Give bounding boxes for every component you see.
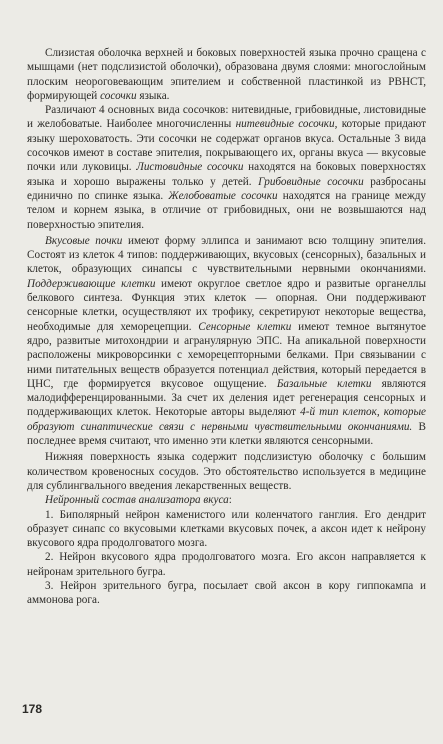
- text-run: имеют форму эллипса и занимают всю толщину эпителия. Состоят из клеток 4 типов: поддерживающих, вкусовых (сенсорных), базальных и клеток, образующих синапсы с чувствительными нервными окончаниями.: [27, 234, 426, 276]
- text-run: Нижняя поверхность языка содержит подслизистую оболочку с большим количеством кровеносных сосудов. Это обстоятельство используется в медицине для сублингвального введения лекарственных веществ.: [27, 451, 426, 492]
- paragraph: [27, 579, 426, 608]
- text-run: :: [228, 494, 232, 507]
- page-number: 178: [22, 702, 43, 716]
- paragraph: [27, 550, 426, 579]
- text-run: 1. Биполярный нейрон каменистого или коленчатого ганглия. Его дендрит образует синапс со вкусовыми клетками вкусовых почек, а аксон идет к нейрону вкусового ядра продолговатого мозга.: [27, 508, 426, 550]
- text-run: имеют округлое светлое ядро и развитые органеллы белкового синтеза. Функция этих клеток — опорная. Они поддерживают сенсорные клетки, осуществляют их трофику, секретируют некоторые вещества, необходимые для хеморецепции.: [27, 277, 427, 333]
- paragraph: [27, 493, 426, 507]
- text-run: Слизистая оболочка верхней и боковых поверхностей языка прочно сращена с мышцами (нет подслизистой оболочки), образована двумя слоями: многослойным плоским неороговевающим эпителием и собственной пластинкой из РВНСТ, формирующей: [27, 47, 426, 102]
- italic-term: Сенсорные клетки: [198, 320, 292, 333]
- italic-term: сосочки: [100, 89, 137, 102]
- italic-term: Вкусовые почки: [45, 234, 123, 247]
- paragraph: [27, 450, 426, 493]
- paragraph: [27, 234, 426, 448]
- italic-term: Нейронный состав анализатора вкуса: [45, 494, 229, 507]
- text-run: находятся на боковых поверхностях языка и хорошо выражены только у детей.: [27, 161, 426, 188]
- text-run: разбросаны единично по спинке языка.: [27, 175, 426, 202]
- italic-term: 4-й тип клеток, которые образуют синаптические связи с нервными чувствительными окончаниями.: [27, 406, 426, 433]
- text-run: имеют темное вытянутое ядро, развитые митохондрии и агранулярную ЭПС. На апикальной поверхности расположены микроворсинки с хеморецепторными белками. При связывании с ними питательных веществ образуется потенциал действия, который передается в ЦНС, где формируется вкусовое ощущение.: [27, 320, 427, 390]
- paragraph: [27, 103, 426, 232]
- text-run: Различают 4 основных вида сосочков: нитевидные, грибовидные, листовидные и желобоватые. Наиболее многочисленны: [27, 104, 426, 131]
- italic-term: Грибовидные сосочки: [258, 175, 364, 188]
- text-run: 2. Нейрон вкусового ядра продолговатого мозга. Его аксон направляется к нейронам зрительного бугра.: [27, 551, 426, 578]
- text-run: языка.: [136, 89, 170, 102]
- text-run: В последнее время считают, что именно эти клетки являются сенсорными.: [27, 420, 426, 448]
- text-run: являются малодифференцированными. За счет их деления идет регенерация сенсорных и поддерживающих клеток. Некоторые авторы выделяют: [27, 377, 427, 419]
- text-run: находятся на границе между телом и корнем языка, в отличие от грибовидных, они не возвышаются над поверхностью эпителия.: [27, 189, 426, 231]
- text-run: 3. Нейрон зрительного бугра, посылает свой аксон в кору гиппокампа и аммонова рога.: [27, 579, 426, 607]
- body-text: [27, 46, 426, 608]
- italic-term: Желобоватые сосочки: [168, 189, 278, 202]
- italic-term: Листовидные сосочки: [136, 161, 244, 174]
- italic-term: Базальные клетки: [276, 377, 372, 390]
- italic-term: Поддерживающие клетки: [27, 277, 156, 290]
- italic-term: нитевидные сосочки,: [235, 118, 338, 131]
- text-run: которые придают языку шероховатость. Эти сосочки не содержат органов вкуса. Остальные 3 вида сосочков имеют в составе эпителия, покрывающего их, органы вкуса — вкусовые почки или луковицы.: [27, 118, 426, 174]
- paragraph: [27, 46, 426, 103]
- paragraph: [27, 508, 426, 551]
